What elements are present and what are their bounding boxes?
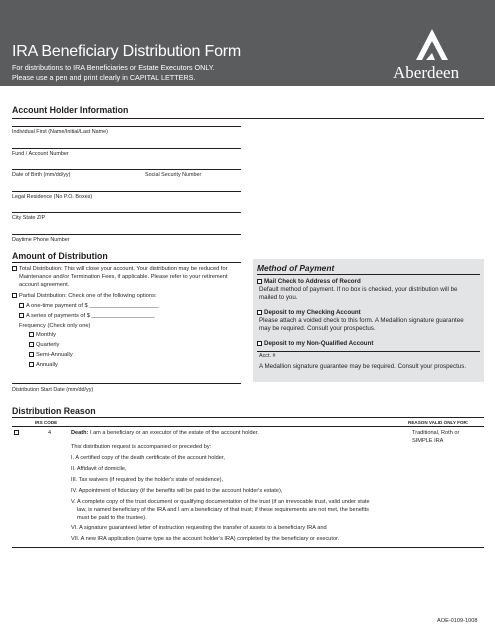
total-distribution-text-line2: Maintenance and/or Termination Fees, if applicable. Please refer to your retirement: [19, 274, 228, 280]
total-distribution-option[interactable]: [12, 265, 228, 273]
form-title: IRA Beneficiary Distribution Form: [12, 43, 242, 60]
series-payments-option[interactable]: [19, 312, 155, 320]
start-date-label: Distribution Start Date (mm/dd/yy): [12, 387, 94, 393]
frequency-label: Frequency (Check only one): [19, 323, 91, 329]
mail-check-checkbox[interactable]: [257, 279, 262, 284]
method-of-payment-title: Method of Payment: [257, 263, 335, 273]
fund-field[interactable]: [12, 148, 241, 149]
death-reason-text: [71, 430, 259, 438]
dob-field[interactable]: [12, 169, 241, 170]
section-divider: [12, 417, 484, 418]
partial-distribution-checkbox[interactable]: [12, 293, 17, 298]
section-divider: [12, 118, 484, 119]
deposit-nonqualified-title: Deposit to my Non-Qualified Account: [264, 340, 374, 347]
irs-code-header: IRS CODE: [35, 420, 58, 425]
mail-check-desc1: Default method of payment. If no box is checked, your distribution will be: [259, 286, 458, 293]
death-label: Death:: [71, 430, 89, 436]
requirement-item: IV. Appointment of fiduciary (if the benefits will be paid to the account holder's estate),: [71, 488, 283, 494]
death-description: I am a beneficiary or an executor of the estate of the account holder.: [88, 430, 259, 436]
partial-distribution-option[interactable]: [12, 292, 157, 300]
requirement-item-cont: must be paid to the trustee).: [77, 515, 147, 521]
frequency-annually-checkbox[interactable]: [29, 362, 34, 367]
account-holder-title: Account Holder Information: [12, 105, 129, 115]
total-distribution-checkbox[interactable]: [12, 266, 17, 271]
valid-for-line2: SIMPLE IRA: [412, 438, 444, 444]
deposit-nonqualified-option[interactable]: [257, 340, 373, 347]
requirement-item: V. A complete copy of the trust document or qualifying documentation of the trust (if an irrevocable trust, valid under state: [71, 499, 370, 505]
city-field[interactable]: [12, 212, 241, 213]
irs-code-value: 4: [48, 430, 52, 436]
form-code: AOE-0109-1008: [437, 618, 478, 624]
requirement-item: VII. A new IRA application (same type as the account holder's IRA) completed by the beneficiary or executor.: [71, 536, 340, 542]
deposit-checking-title: Deposit to my Checking Account: [264, 309, 361, 316]
reason-valid-header: REASON VALID ONLY FOR:: [408, 420, 469, 425]
requirement-item: II. Affidavit of domicile,: [71, 466, 127, 472]
start-date-field[interactable]: [12, 383, 241, 384]
one-time-payment-option[interactable]: [19, 302, 159, 310]
death-reason-checkbox-cell[interactable]: [14, 430, 21, 438]
mail-check-title: Mail Check to Address of Record: [264, 278, 361, 285]
frequency-quarterly-option[interactable]: [29, 341, 59, 349]
residence-field[interactable]: [12, 191, 241, 192]
requirement-item: III. Tax waivers (if required by the holder's state of residence),: [71, 477, 224, 483]
aberdeen-logo-text: Aberdeen: [393, 63, 460, 82]
name-field[interactable]: [12, 126, 241, 127]
valid-for-line1: Traditional, Roth or: [412, 430, 460, 436]
city-label: City State ZIP: [12, 215, 46, 221]
medallion-note: A Medallion signature guarantee may be required. Consult your prospectus.: [259, 363, 467, 370]
phone-field[interactable]: [12, 234, 241, 235]
phone-label: Daytime Phone Number: [12, 237, 70, 243]
requirement-item-cont: law, is named beneficiary of the IRA and I am a beneficiary of that trust; if these requirements are not met, the benefits: [77, 507, 369, 513]
one-time-payment-checkbox[interactable]: [19, 303, 24, 308]
preceded-by-text: This distribution request is accompanied or preceded by:: [71, 444, 212, 450]
mail-check-desc2: mailed to you.: [259, 294, 298, 301]
deposit-checking-desc2: may be required. Consult your prospectus.: [259, 325, 376, 332]
total-distribution-text: Total Distribution: This will close your account. Your distribution may be reduced for: [19, 266, 228, 272]
frequency-annually-option[interactable]: [29, 361, 58, 369]
frequency-annually-label: Annually: [36, 362, 58, 368]
requirement-item: VI. A signature guaranteed letter of instruction requesting the transfer of assets to a beneficiary IRA and: [71, 525, 327, 531]
table-divider: [12, 426, 484, 427]
requirement-item: I. A certified copy of the death certificate of the account holder,: [71, 455, 225, 461]
residence-label: Legal Residence (No P.O. Boxes): [12, 194, 93, 200]
series-payments-text: A series of payments of $ ____________________: [26, 313, 155, 319]
panel-divider: [257, 274, 480, 275]
partial-distribution-text: Partial Distribution: Check one of the following options:: [19, 293, 157, 299]
ssn-label: Social Security Number: [145, 172, 202, 178]
frequency-semiannually-label: Semi-Annually: [36, 352, 73, 358]
frequency-semiannually-option[interactable]: [29, 351, 73, 359]
fund-label: Fund / Account Number: [12, 151, 69, 157]
frequency-monthly-option[interactable]: [29, 331, 56, 339]
method-of-payment-panel: [253, 259, 484, 382]
section-divider: [12, 262, 241, 263]
amount-title: Amount of Distribution: [12, 251, 108, 261]
form-subtitle-line1: For distributions to IRA Beneficiaries or Estate Executors ONLY.: [12, 63, 215, 72]
deposit-checking-checkbox[interactable]: [257, 310, 262, 315]
frequency-semiannually-checkbox[interactable]: [29, 352, 34, 357]
deposit-checking-desc1: Please attach a voided check to this form. A Medallion signature guarantee: [259, 317, 464, 324]
name-label: Individual First (Name/Initial/Last Name): [12, 129, 108, 135]
dob-label: Date of Birth (mm/dd/yy): [12, 172, 71, 178]
table-bottom-divider: [12, 547, 484, 548]
mail-check-option[interactable]: [257, 278, 361, 285]
deposit-checking-option[interactable]: [257, 309, 361, 316]
form-subtitle-line2: Please use a pen and print clearly in CAPITAL LETTERS.: [12, 73, 196, 82]
total-distribution-text-line3: account agreement.: [19, 282, 70, 288]
series-payments-checkbox[interactable]: [19, 313, 24, 318]
acct-number-field[interactable]: [257, 351, 480, 352]
deposit-nonqualified-checkbox[interactable]: [257, 341, 262, 346]
frequency-quarterly-label: Quarterly: [36, 342, 60, 348]
frequency-monthly-label: Monthly: [36, 332, 56, 338]
acct-number-label: Acct. #: [259, 353, 276, 359]
frequency-monthly-checkbox[interactable]: [29, 332, 34, 337]
frequency-quarterly-checkbox[interactable]: [29, 342, 34, 347]
aberdeen-logo-icon: [416, 29, 448, 60]
form-header: [0, 0, 495, 86]
death-reason-checkbox[interactable]: [14, 430, 19, 435]
distribution-reason-title: Distribution Reason: [12, 406, 96, 416]
one-time-payment-text: A one-time payment of $ ______________________: [26, 303, 159, 309]
